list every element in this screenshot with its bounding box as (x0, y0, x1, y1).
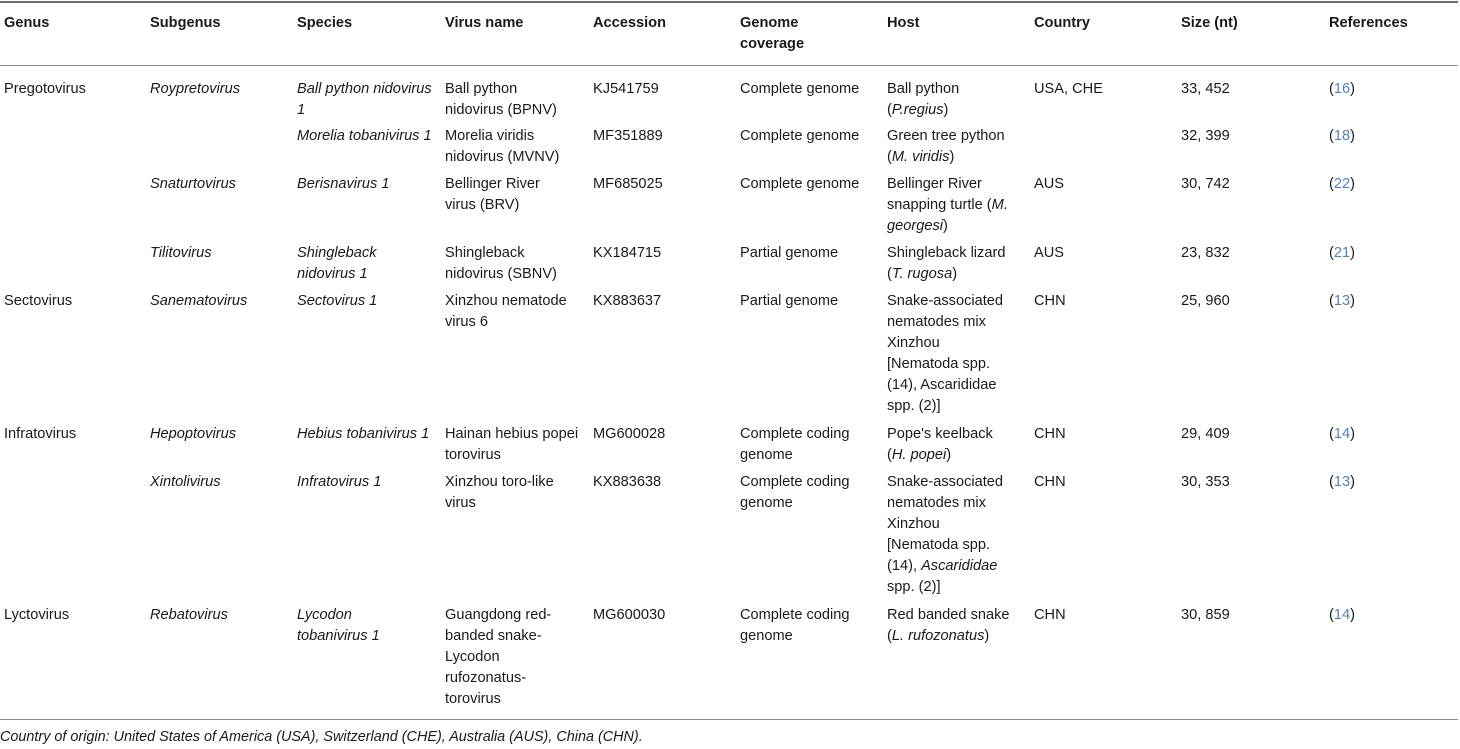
host-common-name: Ball python (887, 81, 960, 97)
header-accession: Accession (593, 15, 667, 31)
cell-accession: KX883638 (593, 474, 662, 490)
cell-genome-coverage: Complete genome (740, 81, 860, 97)
cell-accession: KX883637 (593, 293, 662, 309)
cell-subgenus: Roypretovirus (150, 81, 241, 97)
cell-accession: MF685025 (593, 176, 663, 192)
cell-reference: (14) (1329, 607, 1355, 623)
cell-host: Ball python (P.regius) (887, 81, 960, 118)
cell-accession: KJ541759 (593, 81, 659, 97)
cell-virus-name: Hainan hebius popei torovirus (445, 426, 579, 463)
cell-genome-coverage: Complete coding genome (740, 607, 850, 644)
cell-host: Bellinger River snapping turtle (M. georgesi) (887, 176, 1008, 234)
host-common-name: Pope's keelback (887, 426, 993, 442)
cell-subgenus: Tilitovirus (150, 245, 212, 261)
host-scientific-name: L. rufozonatus (891, 628, 985, 644)
reference-link[interactable]: 13 (1333, 293, 1351, 309)
host-scientific-name: T. rugosa (891, 266, 953, 282)
cell-virus-name: Xinzhou toro-like virus (445, 474, 554, 511)
cell-virus-name: Morelia viridis nidovirus (MVNV) (445, 128, 560, 165)
host-scientific-name: M. viridis (891, 149, 950, 165)
cell-subgenus: Hepoptovirus (150, 426, 236, 442)
host-scientific-name: Ascarididae (921, 558, 998, 574)
cell-accession: MF351889 (593, 128, 663, 144)
cell-genome-coverage: Partial genome (740, 293, 839, 309)
table-bottom-rule (0, 719, 1458, 720)
cell-reference: (22) (1329, 176, 1355, 192)
cell-genome-coverage: Partial genome (740, 245, 839, 261)
header-genome-coverage: Genome coverage (740, 15, 805, 52)
cell-species: Hebius tobanivirus 1 (297, 426, 430, 442)
header-genus: Genus (4, 15, 50, 31)
cell-virus-name: Xinzhou nematode virus 6 (445, 293, 567, 330)
host-description-end: spp. (2)] (887, 579, 941, 595)
cell-genome-coverage: Complete genome (740, 128, 860, 144)
cell-subgenus: Sanematovirus (150, 293, 248, 309)
cell-size: 23, 832 (1181, 245, 1230, 261)
host-scientific-name: H. popei (891, 447, 947, 463)
host-description: Snake-associated nematodes mix Xinzhou [Nematoda spp. (14), (887, 474, 1004, 574)
cell-species: Ball python nidovirus 1 (297, 81, 432, 118)
cell-genome-coverage: Complete genome (740, 176, 860, 192)
cell-host: Red banded snake (L. rufozonatus) (887, 607, 1010, 644)
cell-virus-name: Shingleback nidovirus (SBNV) (445, 245, 557, 282)
header-country: Country (1034, 15, 1090, 31)
reference-link[interactable]: 14 (1333, 426, 1351, 442)
cell-species: Morelia tobanivirus 1 (297, 128, 432, 144)
cell-subgenus: Rebatovirus (150, 607, 228, 623)
cell-country: CHN (1034, 293, 1066, 309)
cell-virus-name: Ball python nidovirus (BPNV) (445, 81, 557, 118)
cell-genome-coverage: Complete coding genome (740, 426, 850, 463)
cell-country: CHN (1034, 607, 1066, 623)
cell-host (887, 472, 1015, 598)
cell-subgenus: Xintolivirus (150, 474, 221, 490)
cell-species: Infratovirus 1 (297, 474, 382, 490)
cell-reference: (21) (1329, 245, 1355, 261)
host-scientific-name: M. georgesi (887, 197, 1008, 234)
cell-virus-name: Guangdong red-banded snake-Lycodon rufozonatus-torovirus (445, 607, 552, 707)
cell-genus: Infratovirus (4, 426, 77, 442)
cell-size: 30, 742 (1181, 176, 1230, 192)
host-common-name: Bellinger River snapping turtle (887, 176, 983, 213)
cell-genus: Pregotovirus (4, 81, 86, 97)
header-species: Species (297, 15, 353, 31)
cell-subgenus: Snaturtovirus (150, 176, 236, 192)
cell-size: 25, 960 (1181, 293, 1230, 309)
cell-virus-name: Bellinger River virus (BRV) (445, 176, 540, 213)
cell-reference: (13) (1329, 474, 1355, 490)
cell-host: Green tree python (M. viridis) (887, 128, 1005, 165)
reference-link[interactable]: 16 (1333, 81, 1351, 97)
cell-genome-coverage: Complete coding genome (740, 474, 850, 511)
cell-accession: MG600030 (593, 607, 666, 623)
cell-size: 30, 859 (1181, 607, 1230, 623)
header-virus-name: Virus name (445, 15, 524, 31)
reference-link[interactable]: 13 (1333, 474, 1351, 490)
header-size: Size (nt) (1181, 15, 1238, 31)
cell-species: Lycodon tobanivirus 1 (297, 607, 380, 644)
cell-host: Pope's keelback (H. popei) (887, 426, 993, 463)
cell-country: USA, CHE (1034, 81, 1103, 97)
reference-link[interactable]: 21 (1333, 245, 1351, 261)
header-references: References (1329, 15, 1408, 31)
cell-country: AUS (1034, 176, 1065, 192)
reference-link[interactable]: 18 (1333, 128, 1351, 144)
cell-size: 29, 409 (1181, 426, 1230, 442)
cell-species: Berisnavirus 1 (297, 176, 390, 192)
cell-country: AUS (1034, 245, 1065, 261)
header-rule (0, 65, 1458, 66)
host-common-name: Red banded snake (887, 607, 1010, 623)
reference-link[interactable]: 22 (1333, 176, 1351, 192)
cell-species: Shingleback nidovirus 1 (297, 245, 377, 282)
host-common-name: Green tree python (887, 128, 1005, 144)
cell-country: CHN (1034, 426, 1066, 442)
cell-size: 32, 399 (1181, 128, 1230, 144)
host-scientific-name: P.regius (891, 102, 944, 118)
cell-accession: MG600028 (593, 426, 666, 442)
reference-link[interactable]: 14 (1333, 607, 1351, 623)
table-footnote: Country of origin: United States of America (USA), Switzerland (CHE), Australia (AUS), China (CHN). (0, 729, 643, 745)
cell-host: Snake-associated nematodes mix Xinzhou [Nematoda spp. (14), Ascarididae spp. (2)] (887, 293, 1004, 414)
cell-reference: (18) (1329, 128, 1355, 144)
cell-reference: (13) (1329, 293, 1355, 309)
cell-country: CHN (1034, 474, 1066, 490)
table-top-rule (0, 1, 1458, 3)
header-host: Host (887, 15, 920, 31)
cell-genus: Sectovirus (4, 293, 73, 309)
cell-accession: KX184715 (593, 245, 662, 261)
cell-reference: (14) (1329, 426, 1355, 442)
cell-size: 30, 353 (1181, 474, 1230, 490)
cell-host: Shingleback lizard (T. rugosa) (887, 245, 1006, 282)
cell-genus: Lyctovirus (4, 607, 70, 623)
cell-size: 33, 452 (1181, 81, 1230, 97)
host-common-name: Shingleback lizard (887, 245, 1006, 261)
cell-species: Sectovirus 1 (297, 293, 378, 309)
cell-reference: (16) (1329, 81, 1355, 97)
header-subgenus: Subgenus (150, 15, 221, 31)
